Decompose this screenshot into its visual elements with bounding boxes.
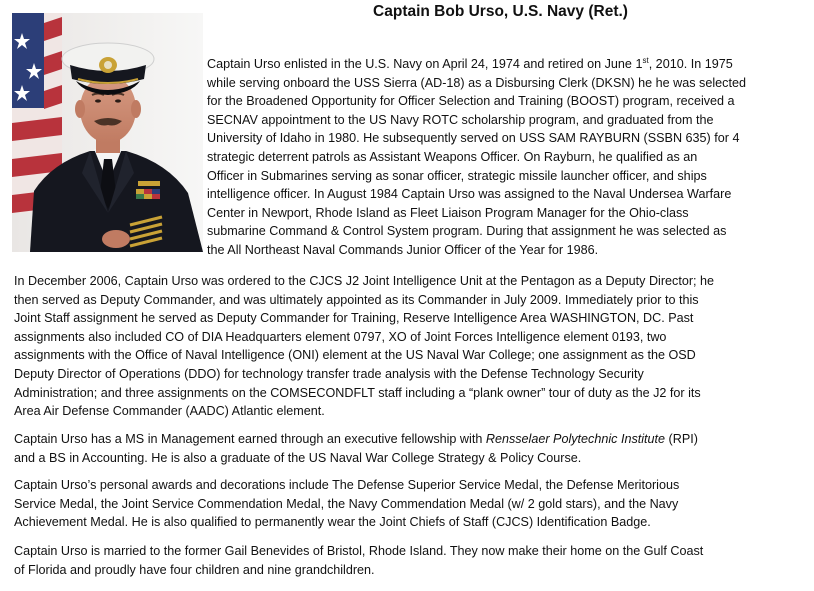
bio-line: Center in Newport, Rhode Island as Fleet Liaison Program Manager for the Ohio-class — [207, 205, 689, 220]
officer-portrait — [12, 13, 203, 252]
page-title: Captain Bob Urso, U.S. Navy (Ret.) — [373, 3, 628, 20]
bio-line: intelligence officer. In August 1984 Captain Urso was assigned to the Naval Undersea Warfare — [207, 187, 732, 202]
bio-line: Captain Urso’s personal awards and decorations include The Defense Superior Service Medal, the Defense Meritorious — [14, 478, 680, 492]
bio-paragraph-awards — [14, 476, 804, 532]
bio-line: Achievement Medal. He is also qualified to permanently wear the Joint Chiefs of Staff (CJCS) Identification Badge. — [14, 515, 651, 530]
bio-line: Captain Urso has a MS in Management earned through an executive fellowship with Rensselaer Polytechnic Institute (RPI) — [14, 432, 698, 446]
bio-paragraph-education — [14, 430, 804, 467]
institution-name: Rensselaer Polytechnic Institute — [485, 432, 666, 446]
bio-line: strategic deterrent patrols as Assistant Weapons Officer. On Rayburn, he qualified as an — [207, 149, 698, 164]
bio-line: Captain Urso is married to the former Gail Benevides of Bristol, Rhode Island. They now make their home on the Gulf Coast — [14, 544, 704, 558]
bio-line: for the Broadened Opportunity for Officer Selection and Training (BOOST) program, received a — [207, 94, 735, 109]
bio-line: SECNAV appointment to the US Navy ROTC scholarship program, and graduated from the — [207, 112, 714, 127]
bio-line: Area Air Defense Commander (AADC) Atlantic element. — [14, 404, 325, 419]
ribbons-icon — [136, 181, 160, 199]
bio-line: Joint Staff assignment he served as Deputy Commander for Training, Reserve Intelligence Area WASHINGTON, DC. Past — [14, 311, 694, 326]
bio-line: and a BS in Accounting. He is also a graduate of the US Naval War College Strategy & Policy Course. — [14, 450, 582, 465]
bio-line: submarine Command & Control System program. During that assignment he was selected as — [207, 224, 727, 239]
bio-line: University of Idaho in 1980. He subsequently served on USS SAM RAYBURN (SSBN 635) for 4 — [207, 131, 740, 146]
bio-paragraph-intelligence — [14, 272, 804, 421]
bio-line: the All Northeast Naval Commands Junior Officer of the Year for 1986. — [207, 242, 599, 257]
bio-line: In December 2006, Captain Urso was ordered to the CJCS J2 Joint Intelligence Unit at the Pentagon as a Deputy Director; he — [14, 274, 715, 288]
bio-line: Deputy Director of Operations (DDO) for technology transfer trade analysis with the Defense Technology Security — [14, 366, 644, 381]
bio-line: then served as Deputy Commander, and was ultimately appointed as its Commander in July 2009. Immediately prior to this — [14, 292, 699, 307]
bio-line: Service Medal, the Joint Service Commendation Medal, the Navy Commendation Medal (w/ 2 gold stars), and the Navy — [14, 496, 679, 511]
bio-paragraph-intro — [207, 55, 807, 260]
bio-line: Officer in Submarines serving as sonar officer, strategic missile launcher officer, and ships — [207, 168, 707, 183]
cap-insignia-icon — [99, 57, 117, 73]
bio-paragraph-family — [14, 542, 804, 579]
bio-line: of Florida and proudly have four children and nine grandchildren. — [14, 562, 375, 577]
bio-line: Administration; and three assignments on the COMSECONDFLT staff including a “plank owner” tour of duty as the J2 for its — [14, 385, 701, 400]
bio-line: assignments also included CO of DIA Headquarters element 0797, XO of Joint Forces Intelligence element 0193, two — [14, 329, 667, 344]
bio-line: while serving onboard the USS Sierra (AD-18) as a Disbursing Clerk (DKSN) he he was selected — [207, 75, 746, 90]
bio-line: assignments with the Office of Naval Intelligence (ONI) element at the US Naval War College; one assignment as the OSD — [14, 348, 696, 363]
bio-line: Captain Urso enlisted in the U.S. Navy on April 24, 1974 and retired on June 1st, 2010. In 1975 — [207, 55, 733, 71]
